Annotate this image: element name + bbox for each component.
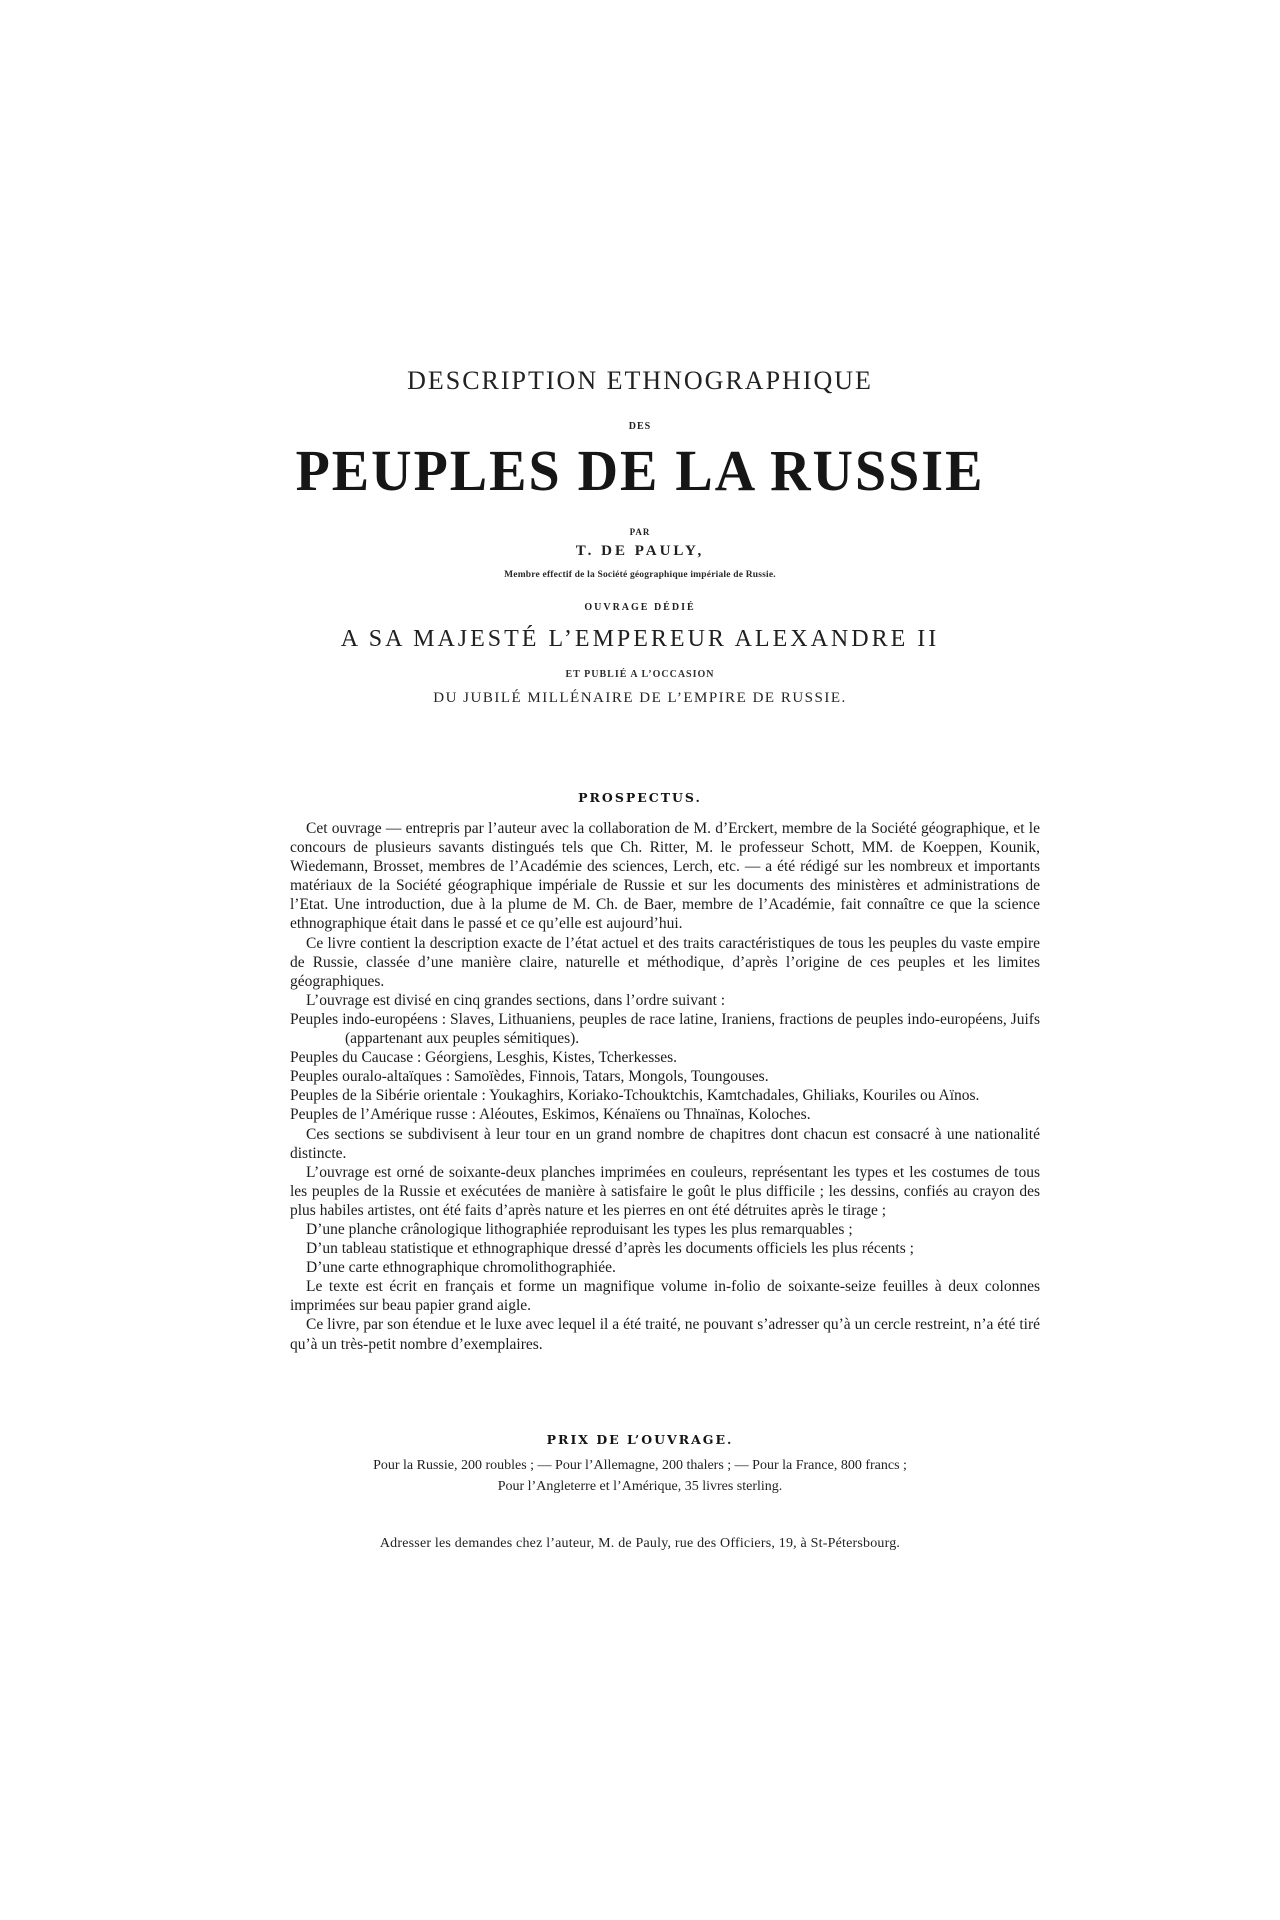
prospectus-paragraph: D’une planche crânologique lithographiée reproduisant les types les plus remarquables ; — [306, 1220, 853, 1238]
des-label: DES — [628, 421, 652, 432]
supertitle: DESCRIPTION ETHNOGRAPHIQUE — [407, 366, 873, 395]
price-lines — [250, 1456, 1030, 1497]
dedication-line: A SA MAJESTÉ L’EMPEREUR ALEXANDRE II — [340, 626, 940, 652]
dedication-label: OUVRAGE DÉDIÉ — [584, 602, 696, 613]
par-label: PAR — [629, 527, 651, 537]
peoples-list-item: Peuples de l’Amérique russe : Aléoutes, Eskimos, Kénaïens ou Thnaïnas, Koloches. — [290, 1106, 811, 1124]
price-line: Pour la Russie, 200 roubles ; — Pour l’Allemagne, 200 thalers ; — Pour la France, 800 francs ; — [373, 1458, 907, 1473]
prospectus-paragraph: Le texte est écrit en français et forme un magnifique volume in-folio de soixante-seize feuilles à deux colonnes imprimées sur beau papier grand aigle. — [290, 1278, 1040, 1315]
author-name: T. DE PAULY, — [575, 543, 705, 559]
peoples-list-item: Peuples ouralo-altaïques : Samoïèdes, Finnois, Tatars, Mongols, Toungouses. — [290, 1068, 769, 1086]
prospectus-paragraph: Ce livre contient la description exacte de l’état actuel et des traits caractéristiques de tous les peuples du vaste empire de Russie, classée d’une manière claire, naturelle et méthodique, d’après l’origine de ces peuples et les limites géographiques. — [290, 934, 1040, 990]
peoples-list-item: Peuples de la Sibérie orientale : Youkaghirs, Koriako-Tchouktchis, Kamtchadales, Ghiliaks, Kouriles ou Aïnos. — [290, 1087, 980, 1105]
prospectus-paragraph: D’un tableau statistique et ethnographique dressé d’après les documents officiels les plus récents ; — [306, 1240, 914, 1258]
prospectus-paragraph: L’ouvrage est divisé en cinq grandes sections, dans l’ordre suivant : — [306, 991, 726, 1009]
main-title: PEUPLES DE LA RUSSIE — [295, 439, 985, 504]
prospectus-body — [290, 819, 1040, 1354]
price-line: Pour l’Angleterre et l’Amérique, 35 livres sterling. — [497, 1478, 783, 1494]
prospectus-paragraph: Ce livre, par son étendue et le luxe avec lequel il a été traité, ne pouvant s’adresser qu’à un cercle restreint, n’a été tiré qu’à un très-petit nombre d’exemplaires. — [290, 1316, 1040, 1353]
prospectus-paragraph: Cet ouvrage — entrepris par l’auteur avec la collaboration de M. d’Erckert, membre de la Société géographique, et le concours de plusieurs savants distingués tels que Ch. Ritter, M. le professeur Schott, MM. de Koeppen, Kounik, Wiedemann, Brosset, membres de l’Académie des sciences, Lerch, etc. — a été rédigé sur les nombreux et importants matériaux de la Société géographique impériale de Russie et sur les documents des ministères et administrations de l’Etat. Une introduction, due à la plume de M. Ch. de Baer, membre de l’Académie, fait connaître ce que la science ethnographique était dans le passé et ce qu’elle est aujourd’hui. — [290, 820, 1040, 933]
peoples-list-item: Peuples du Caucase : Géorgiens, Lesghis, Kistes, Tcherkesses. — [290, 1049, 678, 1067]
publication-label: ET PUBLIÉ A L’OCCASION — [565, 669, 715, 680]
author-affiliation: Membre effectif de la Société géographique impériale de Russie. — [504, 570, 776, 580]
address-line: Adresser les demandes chez l’auteur, M. de Pauly, rue des Officiers, 19, à St-Pétersbourg. — [379, 1536, 901, 1551]
prospectus-paragraph: L’ouvrage est orné de soixante-deux planches imprimées en couleurs, représentant les types et les costumes de tous les peuples de la Russie et exécutées de manière à satisfaire le goût le plus difficile ; les dessins, confiés au crayon des plus habiles artistes, ont été faits d’après nature et les pierres en ont été détruites après le tirage ; — [290, 1163, 1040, 1219]
price-heading: PRIX DE L’OUVRAGE. — [546, 1432, 734, 1447]
prospectus-paragraph: D’une carte ethnographique chromolithographiée. — [306, 1259, 616, 1277]
prospectus-heading: PROSPECTUS. — [578, 790, 702, 805]
occasion-line: DU JUBILÉ MILLÉNAIRE DE L’EMPIRE DE RUSSIE. — [433, 690, 847, 706]
peoples-list-item: Peuples indo-européens : Slaves, Lithuaniens, peuples de race latine, Iraniens, fractions de peuples indo-européens, Juifs (appartenant aux peuples sémitiques). — [290, 1010, 1040, 1048]
prospectus-paragraph: Ces sections se subdivisent à leur tour en un grand nombre de chapitres dont chacun est consacré à une nationalité distincte. — [290, 1125, 1040, 1162]
